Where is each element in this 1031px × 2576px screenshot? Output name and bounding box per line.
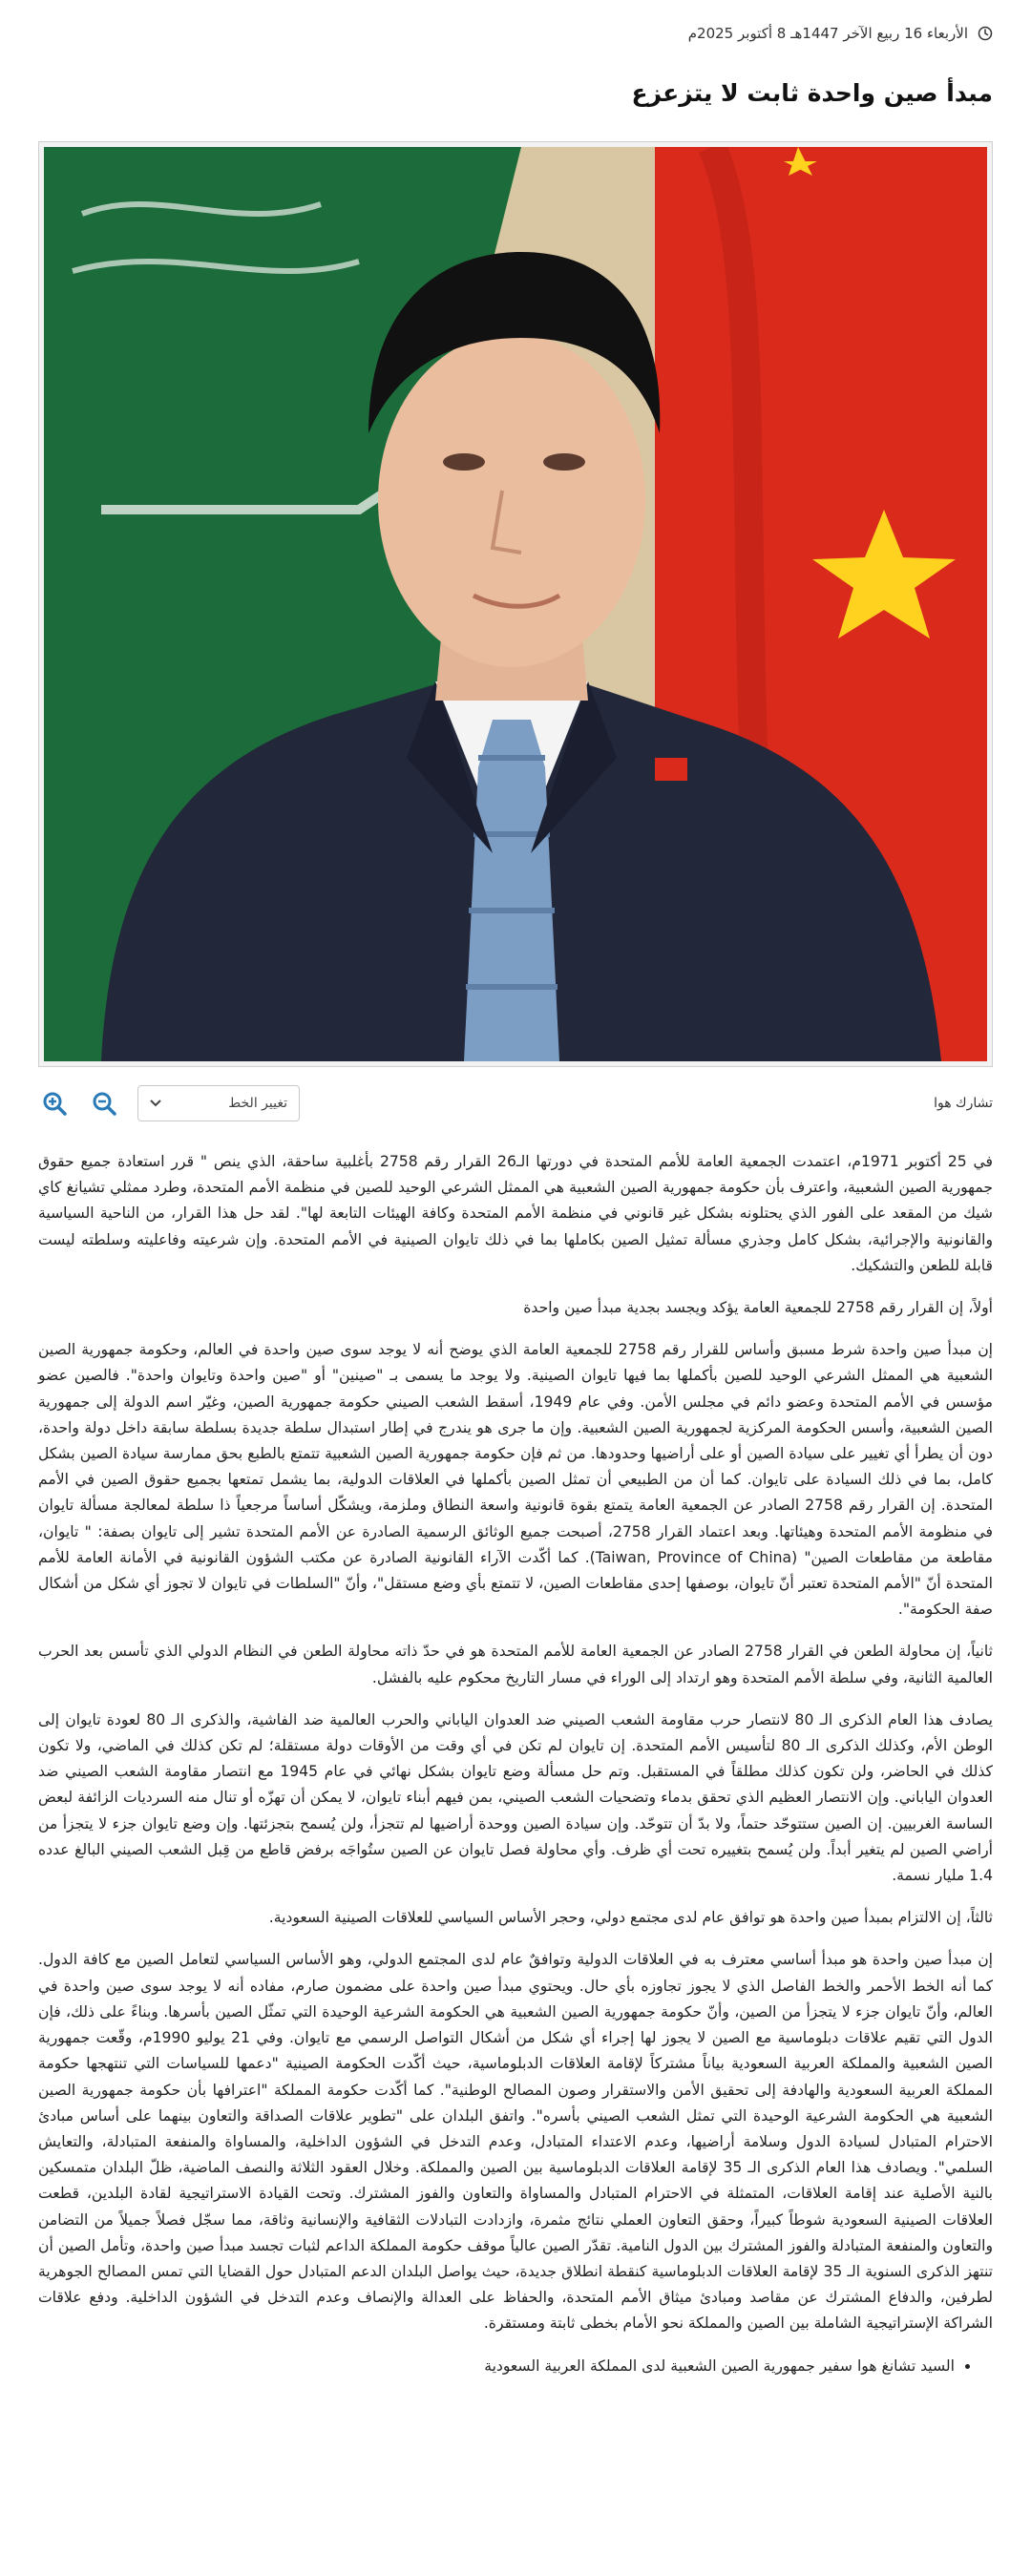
section-heading: أولاً، إن القرار رقم 2758 للجمعية العامة يؤكد ويجسد بجدية مبدأ صين واحدة: [523, 1299, 993, 1317]
section-heading: ثالثاً، إن الالتزام بمبدأ صين واحدة هو توافق عام لدى مجتمع دولي، وحجر الأساس السياسي للعلاقات الصينية السعودية.: [268, 1909, 993, 1927]
font-select-label: تغيير الخط: [228, 1096, 287, 1111]
font-select[interactable]: [137, 1085, 300, 1121]
paragraph: إن مبدأ صين واحدة شرط مسبق وأساس للقرار رقم 2758 للجمعية العامة الذي يوضح أنه لا يوجد سوى صين واحدة في العالم، وحكومة جمهورية الصين الشعبية هي الممثل الشرعي الوحيد للصين بأكملها بما فيها تايوان الصينية. ولا يوجد ما يسمى بـ "صينين" أو "صين واحدة وتايوان واحدة". فالصين عضو مؤسس في الأمم المتحدة وعضو دائم في مجلس الأمن. وفي عام 1949، أسقط الشعب الصيني حكومة جمهورية الصين، وغيّر اسم الدولة إلى جمهورية الصين الشعبية، وأسس الحكومة المركزية لجمهورية الصين الشعبية. وإن ما جرى هو يندرج في إطار استبدال سلطة جديدة بسلطة سابقة داخل دولة واحدة، دون أن يطرأ أي تغيير على سيادة الصين أو على أراضيها وحدودها. من ثم فإن حكومة جمهورية الصين الشعبية تتمتع بالطبع بحق ممارسة سيادة الصين بشكل كامل، بما في ذلك السيادة على تايوان. كما أن من الطبيعي أن تمثل الصين بأكملها في العلاقات الدولية، بما يشمل تمتعها بجميع حقوق الصين في الأمم المتحدة. إن القرار رقم 2758 الصادر عن الجمعية العامة يتمتع بقوة قانونية واسعة النطاق وملزمة، ويشكّل أساساً مرجعياً ذا سلطة لمعالجة مسألة تايوان في منظومة الأمم المتحدة وهيئاتها. وبعد اعتماد القرار 2758، أصبحت جميع الوثائق الرسمية الصادرة عن الأمم المتحدة تشير إلى تايوان بصفة: " تايوان، مقاطعة من مقاطعات الصين" (Taiwan, Province of China). كما أكّدت الآراء القانونية الصادرة عن مكتب الشؤون القانونية في الأمانة العامة للأمم المتحدة أنّ "الأمم المتحدة تعتبر أنّ تايوان، بوصفها إحدى مقاطعات الصين، لا تتمتع بأي وضع مستقل"، وأنّ "السلطات في تايوان لا تجوز أي شكل من أشكال صفة الحكومة".: [38, 1341, 993, 1619]
paragraph: إن مبدأ صين واحدة هو مبدأ أساسي معترف به في العلاقات الدولية وتوافقٌ عام لدى المجتمع الدولي، وهو الأساس السياسي لتعامل الصين مع كافة الدول. كما أنه الخط الأحمر والخط الفاصل الذي لا يجوز تجاوزه بأي حال. ويحتوي مبدأ صين واحدة على مضمون صارم، مفاده أنه لا يوجد سوى صين واحدة في العالم، وأنّ تايوان جزء لا يتجزأ من الصين، وأنّ حكومة جمهورية الصين الشعبية هي الحكومة الشرعية الوحيدة التي تمثّل الصين بأسرها. وبناءً على ذلك، فإن الدول التي تقيم علاقات دبلوماسية مع الصين لا يجوز لها إجراء أي شكل من أشكال التواصل الرسمي مع تايوان. وفي 21 يوليو 1990م، وقّعت جمهورية الصين الشعبية والمملكة العربية السعودية بياناً مشتركاً لإقامة العلاقات الدبلوماسية، حيث أكّدت الحكومة الصينية "دعمها للسياسات التي تنتهجها حكومة المملكة العربية السعودية والهادفة إلى تحقيق الأمن والاستقرار وصون المصالح الوطنية". كما أكّدت حكومة المملكة "اعترافها بأن حكومة جمهورية الصين الشعبية هي الحكومة الشرعية الوحيدة التي تمثل الشعب الصيني بأسره". واتفق البلدان على "تطوير علاقات الصداقة والتعاون بينهما على أساس مبادئ الاحترام المتبادل لسيادة الدول وسلامة أراضيها، وعدم الاعتداء المتبادل، وعدم التدخل في الشؤون الداخلية، والمساواة والمنفعة المتبادلة، والتعايش السلمي". ويصادف هذا العام الذكرى الـ 35 لإقامة العلاقات الدبلوماسية بين الصين والمملكة. وخلال العقود الثلاثة والنصف الماضية، ظلّ البلدان متمسكين بالنية الأصلية عند إقامة العلاقات، المتمثلة في الاحترام المتبادل والمساواة والتعاون والفوز المشترك. وتحت القيادة الاستراتيجية لقادة البلدين، قطعت العلاقات الصينية السعودية شوطاً كبيراً، وحقق التعاون العملي نتائج مثمرة، وازدادت التبادلات الثقافية والإنسانية وثاقة، مما سجّل فصلاً جميلاً من التضامن والتعاون والمنفعة المتبادلة والفوز المشترك بين الدول النامية. تقدّر الصين عالياً موقف حكومة المملكة الداعم لثبات تجسد مبدأ صين واحدة، وتأمل الصين أن تنتهز الذكرى السنوية الـ 35 لإقامة العلاقات الدبلوماسية كنقطة انطلاق جديدة، حيث يواصل البلدان الدعم المتبادل حول القضايا التي تمس المصالح الجوهرية لطرفين، والدفاع المشترك عن مقاصد ومبادئ ميثاق الأمم المتحدة، والحفاظ على العدالة والإنصاف وعدم التدخل في الشؤون الداخلية. ودفع علاقات الشراكة الإستراتيجية الشاملة بين الصين والمملكة نحو الأمام بخطى ثابتة ومستقرة.: [38, 1951, 994, 2333]
paragraph: يصادف هذا العام الذكرى الـ 80 لانتصار حرب مقاومة الشعب الصيني ضد العدوان الياباني والحرب العالمية ضد الفاشية، والذكرى الـ 80 لعودة تايوان إلى الوطن الأم، وكذلك الذكرى الـ 80 لتأسيس الأمم المتحدة. إن تايوان لم تكن في أي وقت من الأوقات دولة مستقلة؛ لم تكن كذلك في الماضي، ولا تكون كذلك في الحاضر، ولن تكون كذلك مطلقاً في المستقبل. وتم حل مسألة وضع تايوان بشكل نهائي في عام 1945 مع انتصار مقاومة الشعب الصيني ضد العدوان الياباني. وإن الانتصار العظيم الذي تحقق بدماء وتضحيات الشعب الصيني، بمن فيهم أبناء تايوان، لا يمكن أن تهزّه أو تنال منه السرديات الزائفة لبعض الساسة الغربيين. إن الصين ستتوحّد حتماً، ولا بدّ أن تتوحّد. وإن سيادة الصين ووحدة أراضيها لم تتجزأ، ولن يُسمح بتجزئتها. وإن وضع تايوان جزء لا يتجزأ من أراضي الصين لم يتغير أبداً. ولن يُسمح بتغييره تحت أي ظرف. وأي محاولة فصل تايوان عن الصين ستُواجَه برفض قاطع من قِبل الشعب الصيني البالغ عدده 1.4 مليار نسمة.: [38, 1710, 993, 1885]
date-row: [38, 25, 993, 42]
text-tools: [38, 1085, 300, 1121]
paragraph: في 25 أكتوبر 1971م، اعتمدت الجمعية العامة للأمم المتحدة في دورتها الـ26 القرار رقم 2758 بأغلبية ساحقة، الذي ينص " قرر استعادة جميع حقوق جمهورية الصين الشعبية، واعترف بأن حكومة جمهورية الصين الشعبية هي الممثل الشرعي الوحيد للصين في منظمة الأمم المتحدة، وطرد ممثلي تشيانغ كاي شيك من المقعد على الفور الذي يحتلونه بشكل غير قانوني في منظمة الأمم المتحدة وكافة الهيئات التابعة لها". لقد حل هذا القرار، من الناحية السياسية والقانونية والإجرائية، بشكل كامل وجذري مسألة تمثيل الصين بكاملها بما في ذلك تايوان الصينية في الأمم المتحدة. وإن شرعيته وفاعليته وسلطته ليست قابلة للطعن والتشكيك.: [38, 1153, 993, 1274]
zoom-out-icon: [92, 1091, 116, 1116]
article-title: مبدأ صين واحدة ثابت لا يتزعزع: [631, 79, 993, 107]
signature-list: [38, 2354, 993, 2379]
zoom-in-button[interactable]: [38, 1087, 71, 1120]
publish-date: الأربعاء 16 ربيع الآخر 1447هـ 8 أكتوبر 2025م: [687, 25, 968, 42]
hero-image-frame: [38, 141, 993, 1067]
author-signature: • السيد تشانغ هوا سفير جمهورية الصين الشعبية لدى المملكة العربية السعودية: [38, 2354, 955, 2379]
face: [378, 333, 645, 667]
clock-icon: [978, 26, 993, 41]
share-label[interactable]: تشارك هوا: [934, 1096, 993, 1111]
section-heading: ثانياً، إن محاولة الطعن في القرار 2758 الصادر عن الجمعية العامة للأمم المتحدة هو في حدّ ذاته محاولة الطعن في النظام الدولي الذي تأسس بعد الحرب العالمية الثانية، وفي سلطة الأمم المتحدة وهو ارتداد إلى الوراء في مسار التاريخ محكوم عليه بالفشل.: [38, 1643, 993, 1686]
article-tools: [38, 1079, 993, 1128]
zoom-out-button[interactable]: [88, 1087, 120, 1120]
zoom-in-icon: [42, 1091, 67, 1116]
hero-image: [44, 147, 987, 1061]
tie: [464, 720, 559, 1061]
chevron-down-icon: [150, 1100, 161, 1107]
article-body: [38, 1149, 993, 2379]
